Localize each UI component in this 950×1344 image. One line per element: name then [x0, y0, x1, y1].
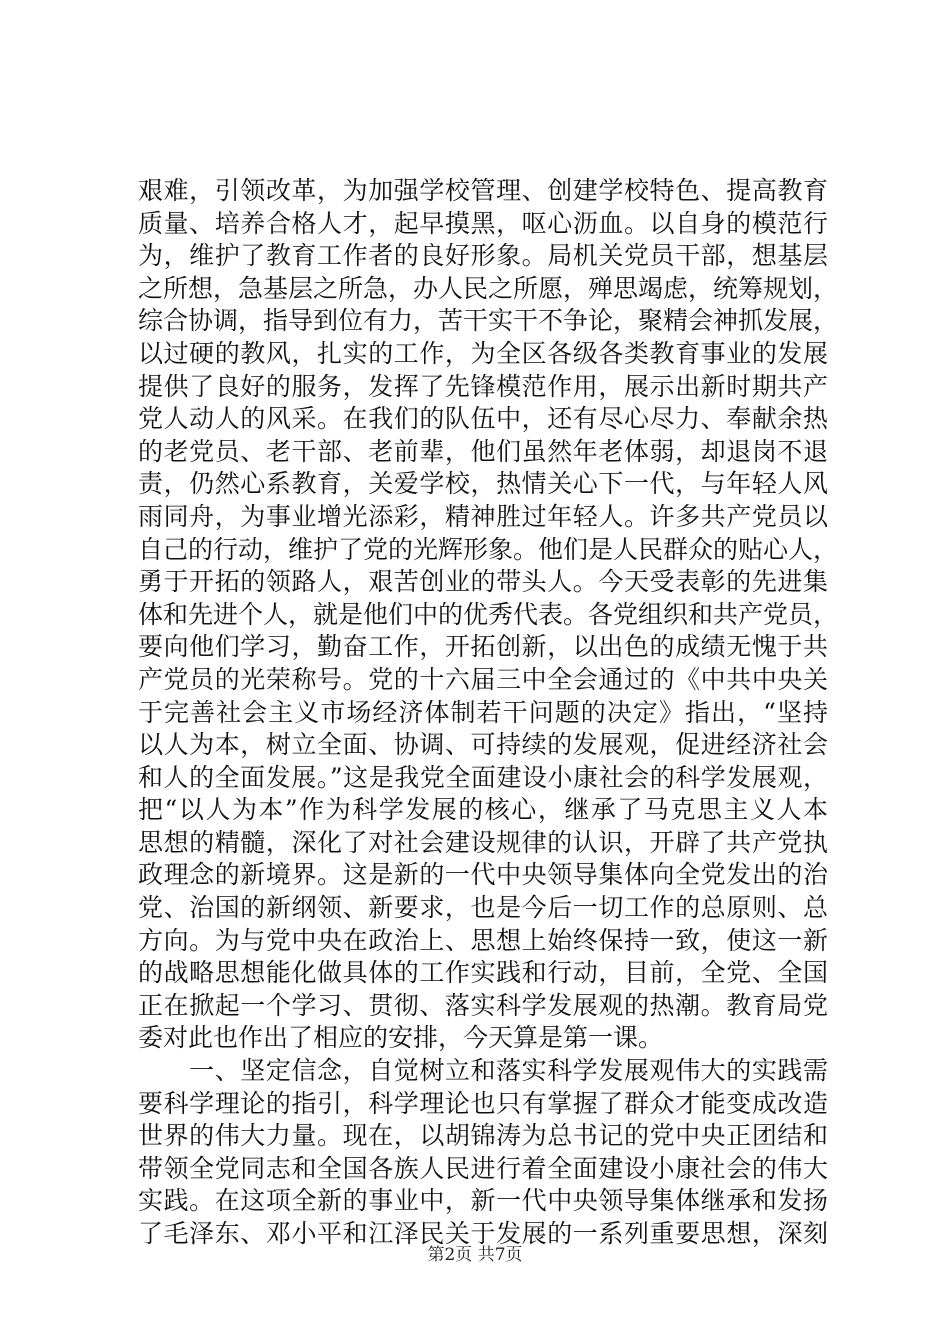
text-line: 和人的全面发展。”这是我党全面建设小康社会的科学发展观， — [138, 762, 828, 792]
text-line: 雨同舟，为事业增光添彩，精神胜过年轻人。许多共产党员以 — [138, 501, 828, 531]
text-line: 产党员的光荣称号。党的十六届三中全会通过的《中共中央关 — [138, 664, 828, 694]
text-line: 要科学理论的指引，科学理论也只有掌握了群众才能变成改造 — [138, 1088, 828, 1118]
text-line: 自己的行动，维护了党的光辉形象。他们是人民群众的贴心人， — [138, 534, 839, 564]
text-line: 的战略思想能化做具体的工作实践和行动，目前，全党、全国 — [138, 958, 828, 988]
text-line: 带领全党同志和全国各族人民进行着全面建设小康社会的伟大 — [138, 1153, 828, 1183]
text-line: 于完善社会主义市场经济体制若干问题的决定》指出，“坚持 — [138, 697, 828, 727]
text-line: 政理念的新境界。这是新的一代中央领导集体向全党发出的治 — [138, 860, 828, 890]
text-line: 党、治国的新纲领、新要求，也是今后一切工作的总原则、总 — [138, 893, 828, 923]
text-line: 把“以人为本”作为科学发展的核心，继承了马克思主义人本 — [138, 795, 828, 825]
text-line: 以过硬的教风，扎实的工作，为全区各级各类教育事业的发展 — [138, 338, 828, 368]
body-text — [138, 175, 839, 1251]
text-line: 委对此也作出了相应的安排，今天算是第一课。 — [138, 1023, 664, 1053]
text-line: 思想的精髓，深化了对社会建设规律的认识，开辟了共产党执 — [138, 827, 828, 857]
text-line: 实践。在这项全新的事业中，新一代中央领导集体继承和发扬 — [138, 1186, 828, 1216]
text-line: 的老党员、老干部、老前辈，他们虽然年老体弱，却退岗不退 — [138, 436, 828, 466]
text-line: 要向他们学习，勤奋工作，开拓创新，以出色的成绩无愧于共 — [138, 632, 828, 662]
text-line: 以人为本，树立全面、协调、可持续的发展观，促进经济社会 — [138, 730, 828, 760]
text-line: 了毛泽东、邓小平和江泽民关于发展的一系列重要思想，深刻 — [138, 1219, 828, 1248]
text-line: 责，仍然心系教育，关爱学校，热情关心下一代，与年轻人风 — [138, 469, 828, 499]
text-line: 之所想，急基层之所急，办人民之所愿，殚思竭虑，统筹规划， — [138, 273, 839, 303]
text-line: 正在掀起一个学习、贯彻、落实科学发展观的热潮。教育局党 — [138, 990, 828, 1020]
text-line: 艰难，引领改革，为加强学校管理、创建学校特色、提高教育 — [138, 176, 828, 205]
text-line: 提供了良好的服务，发挥了先锋模范作用，展示出新时期共产 — [138, 371, 828, 401]
text-line: 世界的伟大力量。现在，以胡锦涛为总书记的党中央正团结和 — [138, 1121, 828, 1151]
text-line: 质量、培养合格人才，起早摸黑，呕心沥血。以自身的模范行 — [138, 208, 828, 238]
text-line: 党人动人的风采。在我们的队伍中，还有尽心尽力、奉献余热 — [138, 404, 828, 434]
text-line: 体和先进个人，就是他们中的优秀代表。各党组织和共产党员， — [138, 599, 839, 629]
text-line: 一、坚定信念，自觉树立和落实科学发展观伟大的实践需 — [138, 1056, 828, 1086]
page-footer: 第2页 共7页 — [427, 1245, 523, 1265]
text-line: 为，维护了教育工作者的良好形象。局机关党员干部，想基层 — [138, 241, 828, 271]
text-line: 方向。为与党中央在政治上、思想上始终保持一致，使这一新 — [138, 925, 828, 955]
text-line: 综合协调，指导到位有力，苦干实干不争论，聚精会神抓发展， — [138, 306, 839, 336]
text-line: 勇于开拓的领路人，艰苦创业的带头人。今天受表彰的先进集 — [138, 567, 828, 597]
